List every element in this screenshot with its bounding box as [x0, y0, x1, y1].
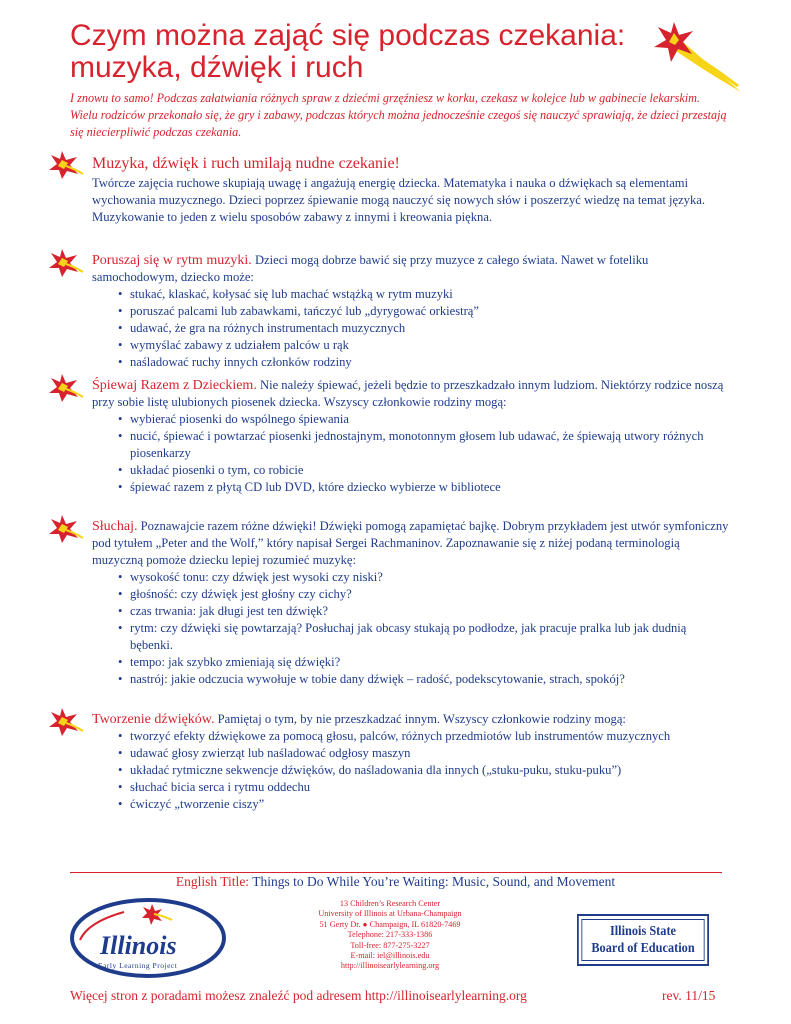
section-music-sound-movement [92, 154, 732, 226]
contact-tollfree: Toll-free: 877-275-3227 [350, 940, 430, 950]
list-item: • wybierać piosenki do wspólnego śpiewania [130, 411, 732, 428]
section-heading: Muzyka, dźwięk i ruch umilają nudne czekanie! [92, 155, 400, 172]
section-heading: Tworzenie dźwięków. [92, 712, 215, 727]
section-body: Nie należy śpiewać, jeżeli będzie to przeszkadzało innym ludziom. Niektórzy rodzice noszą przy sobie listę ulubionych piosenek dziecka. Wszyscy członkowie rodziny mogą: [92, 378, 724, 409]
section-heading: Poruszaj się w rytm muzyki. [92, 253, 252, 268]
section-sing-together [92, 377, 732, 496]
star-bullet-icon [48, 248, 84, 278]
revision-label: rev. 11/15 [662, 988, 716, 1003]
section-list [92, 411, 732, 496]
page-title: Czym można zająć się podczas czekania: muzyka, dźwięk i ruch [70, 19, 626, 84]
contact-block [290, 899, 490, 972]
section-heading: Słuchaj. [92, 519, 138, 534]
section-body: Twórcze zajęcia ruchowe skupiają uwagę i angażują energię dziecka. Matematyka i nauka o dźwiękach są elementami wychowania muzycznego. Dzieci poprzez śpiewanie mogą nauczyć się nowych słów i poszerzyć wiedzę na temat języka. Muzykowanie to jeden z wielu sposobów zabawy z innymi i kreowania piękna. [92, 176, 705, 224]
logo-name: Illinois [100, 931, 177, 960]
list-item: • udawać głosy zwierząt lub naśladować odgłosy maszyn [130, 745, 732, 762]
list-item: • ćwiczyć „tworzenie ciszy” [130, 796, 732, 813]
list-item: • głośność: czy dźwięk jest głośny czy cichy? [130, 586, 732, 603]
section-body: Pamiętaj o tym, by nie przeszkadzać innym. Wszyscy członkowie rodziny mogą: [214, 712, 626, 726]
list-item: • poruszać palcami lub zabawkami, tańczyć lub „dyrygować orkiestrą” [130, 303, 732, 320]
list-item: • śpiewać razem z płytą CD lub DVD, które dziecko wybierze w bibliotece [130, 479, 732, 496]
contact-website[interactable]: http://illinoisearlylearning.org [340, 961, 440, 971]
isbe-line1: Illinois State [609, 924, 677, 939]
section-listen [92, 518, 732, 688]
list-item: • tempo: jak szybko zmieniają się dźwięki? [130, 654, 732, 671]
list-item: • tworzyć efekty dźwiękowe za pomocą głosu, palców, różnych przedmiotów lub instrumentów muzycznych [130, 728, 732, 745]
section-list [92, 569, 732, 688]
section-list [92, 286, 732, 371]
star-bullet-icon [48, 707, 84, 737]
english-title [0, 874, 791, 890]
english-title-label: English Title: [175, 874, 250, 889]
contact-street: 51 Gerty Dr. ● Champaign, IL 61820-7469 [319, 919, 461, 929]
list-item: • rytm: czy dźwięki się powtarzają? Posłuchaj jak obcasy stukają po podłodze, jak pracuje pralka lub jak dudnią bębenki. [130, 620, 732, 654]
list-item: • układać piosenki o tym, co robicie [130, 462, 732, 479]
list-item: • słuchać bicia serca i rytmu oddechu [130, 779, 732, 796]
footer-divider [70, 872, 722, 873]
contact-email[interactable]: E-mail: iel@illinois.edu [350, 951, 430, 961]
contact-university: University of Illinois at Urbana-Champaign [318, 909, 462, 919]
isbe-line2: Board of Education [591, 941, 695, 956]
list-item: • nastrój: jakie odczucia wywołuje w tobie dany dźwięk – radość, podekscytowanie, strach, spokój? [130, 671, 732, 688]
section-move-to-music [92, 252, 732, 371]
intro-text: I znowu to samo! Podczas załatwiania różnych spraw z dziećmi grzęźniesz w korku, czekasz w kolejce lub w gabinecie lekarskim. Wielu rodziców przekonało się, że gry i zabawy, podczas których można jednocześnie czegoś się nauczyć sprawiają, że dzieci przestają się niecierpliwić podczas czekania. [70, 91, 727, 139]
list-item: • układać rytmiczne sekwencje dźwięków, do naśladowania dla innych („stuku-puku, stuku-puku”) [130, 762, 732, 779]
star-bullet-icon [48, 150, 84, 180]
star-bullet-icon [48, 514, 84, 544]
list-item: • nucić, śpiewać i powtarzać piosenki jednostajnym, monotonnym głosem lub udawać, że śpiewają utwory różnych piosenkarzy [130, 428, 732, 462]
footer-more-tips[interactable]: Więcej stron z poradami możesz znaleźć pod adresem http://illinoisearlylearning.org [70, 988, 527, 1003]
list-item: • wymyślać zabawy z udziałem palców u rąk [130, 337, 732, 354]
section-heading: Śpiewaj Razem z Dzieckiem. [92, 378, 257, 393]
isbe-logo [577, 914, 709, 966]
list-item: • udawać, że gra na różnych instrumentach muzycznych [130, 320, 732, 337]
shooting-star-icon [646, 14, 746, 94]
section-body: Poznawajcie razem różne dźwięki! Dźwięki pomogą zapamiętać bajkę. Dobrym przykładem jest utwór symfoniczny pod tytułem „Peter and the Wolf,” który napisał Sergei Rachmaninov. Zapoznawanie się z niżej podaną terminologią muzyczną pomoże dziecku lepiej rozumieć muzykę: [92, 519, 729, 567]
illinois-early-learning-logo [68, 894, 248, 982]
section-making-sounds [92, 711, 732, 813]
logo-subtitle: Early Learning Project [98, 961, 178, 970]
section-body: Dzieci mogą dobrze bawić się przy muzyce z całego świata. Nawet w foteliku samochodowym, dziecko może: [92, 253, 649, 284]
list-item: • naśladować ruchy innych członków rodziny [130, 354, 732, 371]
contact-telephone: Telephone: 217-333-1386 [347, 930, 433, 940]
contact-address: 13 Children’s Research Center [339, 899, 441, 908]
list-item: • stukać, klaskać, kołysać się lub machać wstążką w rytm muzyki [130, 286, 732, 303]
english-title-text: Things to Do While You’re Waiting: Music, Sound, and Movement [249, 874, 616, 889]
list-item: • wysokość tonu: czy dźwięk jest wysoki czy niski? [130, 569, 732, 586]
list-item: • czas trwania: jak długi jest ten dźwięk? [130, 603, 732, 620]
section-list [92, 728, 732, 813]
star-bullet-icon [48, 373, 84, 403]
